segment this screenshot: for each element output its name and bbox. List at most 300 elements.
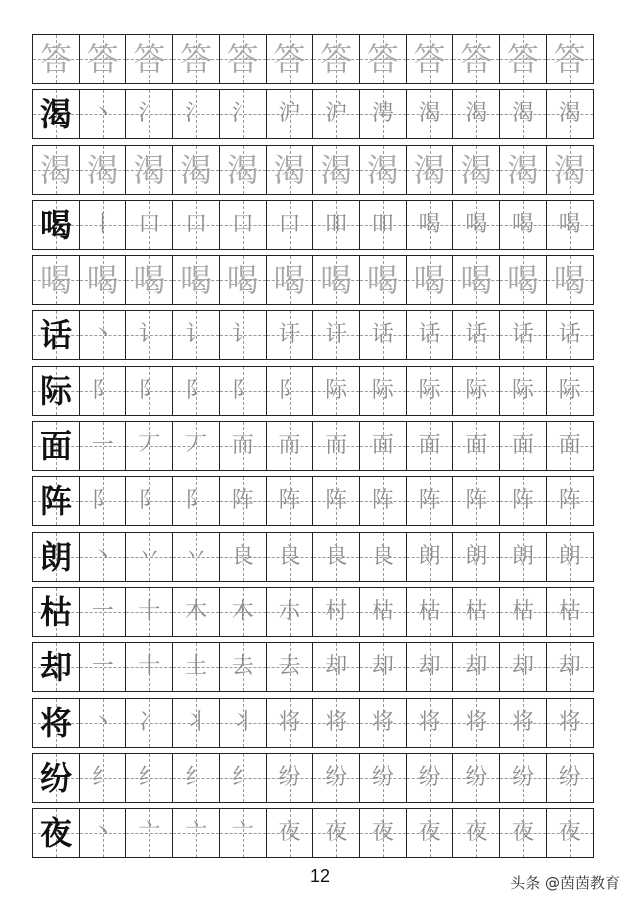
tian-grid-cell (172, 532, 220, 582)
practice-character: 答 (507, 40, 540, 78)
practice-character: 喝 (39, 261, 72, 300)
tian-grid-cell (125, 310, 173, 360)
practice-character: 喝 (460, 261, 493, 300)
tian-grid-cell (452, 89, 500, 139)
practice-character: 朩 (278, 598, 301, 624)
tian-grid-cell (359, 587, 407, 637)
practice-character: 丷 (185, 543, 208, 569)
practice-character: 渴 (180, 150, 213, 189)
practice-character: 纷 (558, 764, 581, 790)
page-number: 12 (309, 866, 331, 886)
tian-grid-cell (499, 532, 547, 582)
tian-grid-cell (79, 200, 127, 250)
practice-character: 话 (465, 322, 488, 348)
practice-character: 口 (278, 211, 301, 237)
tian-grid-cell (452, 808, 500, 858)
practice-character: 丷 (138, 543, 161, 569)
practice-character: 渴 (512, 101, 535, 127)
practice-character: 喝 (507, 261, 540, 300)
practice-character: 氵 (185, 101, 208, 127)
practice-character: 讠 (185, 322, 208, 348)
tian-grid-cell (32, 476, 80, 526)
tian-grid-cell (406, 310, 454, 360)
watermark: 头条 @茵茵教育 (510, 874, 620, 892)
tian-grid-cell (546, 476, 594, 526)
practice-character: 朗 (465, 543, 488, 569)
practice-character: 答 (320, 40, 353, 78)
tian-grid-cell (406, 366, 454, 416)
tian-grid-cell (499, 753, 547, 803)
tian-grid-cell (172, 587, 220, 637)
practice-character: 渴 (226, 150, 259, 189)
practice-character: 答 (273, 40, 306, 78)
model-character: 际 (39, 371, 72, 410)
practice-character: 却 (325, 654, 348, 680)
model-character: 阵 (39, 482, 72, 521)
practice-row (32, 587, 608, 637)
tian-grid-cell (406, 808, 454, 858)
tian-grid-cell (172, 255, 220, 305)
tian-grid-cell (546, 753, 594, 803)
tian-grid-cell (546, 145, 594, 195)
practice-character: 喝 (413, 261, 446, 300)
tian-grid-cell (406, 753, 454, 803)
tian-grid-cell (125, 532, 173, 582)
tian-grid-cell (79, 808, 127, 858)
tian-grid-cell (32, 200, 80, 250)
tian-grid-cell (546, 34, 594, 84)
tian-grid-cell (406, 145, 454, 195)
practice-character: 去 (278, 654, 301, 680)
practice-character: 丶 (91, 322, 114, 348)
tian-grid-cell (546, 808, 594, 858)
practice-character: 将 (325, 709, 348, 735)
practice-character: 纟 (185, 764, 208, 790)
practice-row (32, 145, 608, 195)
practice-character: 涄 (371, 101, 394, 127)
practice-character: 丶 (91, 543, 114, 569)
tian-grid-cell (406, 89, 454, 139)
tian-grid-cell (125, 753, 173, 803)
practice-character: 氵 (231, 101, 254, 127)
practice-character: 讦 (278, 322, 301, 348)
tian-grid-cell (32, 255, 80, 305)
practice-character: 面 (558, 433, 581, 459)
practice-character: 良 (325, 543, 348, 569)
tian-grid-cell (359, 808, 407, 858)
model-character: 喝 (39, 205, 72, 244)
practice-row (32, 698, 608, 748)
tian-grid-cell (499, 366, 547, 416)
practice-character: 朗 (558, 543, 581, 569)
practice-character: 渴 (133, 150, 166, 189)
tian-grid-cell (32, 89, 80, 139)
tian-grid-cell (452, 642, 500, 692)
tian-grid-cell (79, 753, 127, 803)
tian-grid-cell (546, 255, 594, 305)
practice-row (32, 476, 608, 526)
practice-character: 去 (231, 654, 254, 680)
practice-character: 渴 (366, 150, 399, 189)
practice-character: 渴 (418, 101, 441, 127)
practice-character: 将 (371, 709, 394, 735)
tian-grid-cell (499, 145, 547, 195)
tian-grid-cell (546, 366, 594, 416)
practice-character: 讦 (325, 322, 348, 348)
tian-grid-cell (32, 698, 80, 748)
tian-grid-cell (79, 366, 127, 416)
tian-grid-cell (219, 310, 267, 360)
tian-grid-cell (406, 200, 454, 250)
practice-character: 木 (231, 598, 254, 624)
practice-character: 枯 (558, 598, 581, 624)
tian-grid-cell (172, 89, 220, 139)
tian-grid-cell (312, 34, 360, 84)
practice-character: 良 (371, 543, 394, 569)
practice-character: 口 (185, 211, 208, 237)
practice-character: 际 (558, 377, 581, 403)
practice-character: 却 (512, 654, 535, 680)
practice-character: 答 (180, 40, 213, 78)
practice-character: 纷 (325, 764, 348, 790)
practice-character: 答 (133, 40, 166, 78)
practice-character: 答 (413, 40, 446, 78)
tian-grid-cell (452, 698, 500, 748)
practice-character: 喝 (86, 261, 119, 300)
tian-grid-cell (219, 255, 267, 305)
tian-grid-cell (79, 34, 127, 84)
practice-character: 夜 (512, 820, 535, 846)
tian-grid-cell (172, 476, 220, 526)
tian-grid-cell (266, 587, 314, 637)
practice-character: 话 (371, 322, 394, 348)
practice-character: 面 (512, 433, 535, 459)
practice-character: 话 (512, 322, 535, 348)
practice-character: 纷 (465, 764, 488, 790)
practice-character: 十 (138, 654, 161, 680)
tian-grid-cell (359, 753, 407, 803)
tian-grid-cell (312, 698, 360, 748)
tian-grid-cell (452, 34, 500, 84)
tian-grid-cell (219, 34, 267, 84)
practice-character: 纷 (512, 764, 535, 790)
practice-character: 沪 (325, 101, 348, 127)
practice-character: 村 (325, 598, 348, 624)
practice-character: 渴 (507, 150, 540, 189)
practice-character: 十 (138, 598, 161, 624)
tian-grid-cell (125, 476, 173, 526)
practice-character: 氵 (138, 101, 161, 127)
tian-grid-cell (266, 532, 314, 582)
tian-grid-cell (32, 310, 80, 360)
tian-grid-cell (312, 587, 360, 637)
practice-character: 渴 (86, 150, 119, 189)
tian-grid-cell (406, 698, 454, 748)
tian-grid-cell (312, 366, 360, 416)
practice-character: 面 (465, 433, 488, 459)
tian-grid-cell (172, 421, 220, 471)
practice-character: 枯 (465, 598, 488, 624)
tian-grid-cell (219, 532, 267, 582)
tian-grid-cell (499, 89, 547, 139)
tian-grid-cell (219, 476, 267, 526)
tian-grid-cell (32, 34, 80, 84)
tian-grid-cell (406, 34, 454, 84)
tian-grid-cell (79, 310, 127, 360)
practice-character: 朗 (418, 543, 441, 569)
practice-character: 阝 (231, 377, 254, 403)
practice-character: 夜 (278, 820, 301, 846)
tian-grid-cell (266, 808, 314, 858)
practice-character: 而 (231, 433, 254, 459)
tian-grid-cell (312, 255, 360, 305)
tian-grid-cell (266, 310, 314, 360)
tian-grid-cell (219, 642, 267, 692)
practice-character: 枯 (371, 598, 394, 624)
practice-character: 渴 (465, 101, 488, 127)
tian-grid-cell (125, 421, 173, 471)
practice-character: 际 (371, 377, 394, 403)
tian-grid-cell (312, 421, 360, 471)
tian-grid-cell (546, 698, 594, 748)
tian-grid-cell (125, 34, 173, 84)
tian-grid-cell (452, 366, 500, 416)
practice-character: 喝 (320, 261, 353, 300)
tian-grid-cell (266, 255, 314, 305)
practice-character: 沪 (278, 101, 301, 127)
tian-grid-cell (359, 89, 407, 139)
practice-character: 冫 (138, 709, 161, 735)
practice-character: 却 (371, 654, 394, 680)
practice-character: 阵 (512, 488, 535, 514)
practice-row (32, 532, 608, 582)
practice-character: 口 (138, 211, 161, 237)
tian-grid-cell (266, 753, 314, 803)
tian-grid-cell (452, 421, 500, 471)
practice-character: 面 (418, 433, 441, 459)
tian-grid-cell (406, 532, 454, 582)
tian-grid-cell (452, 200, 500, 250)
practice-character: 阵 (418, 488, 441, 514)
tian-grid-cell (546, 89, 594, 139)
tian-grid-cell (266, 145, 314, 195)
practice-character: 阵 (371, 488, 394, 514)
tian-grid-cell (219, 587, 267, 637)
tian-grid-cell (452, 255, 500, 305)
tian-grid-cell (172, 145, 220, 195)
practice-character: 枯 (418, 598, 441, 624)
tian-grid-cell (219, 698, 267, 748)
tian-grid-cell (359, 698, 407, 748)
practice-character: 纷 (418, 764, 441, 790)
tian-grid-cell (125, 255, 173, 305)
tian-grid-cell (32, 753, 80, 803)
tian-grid-cell (266, 200, 314, 250)
practice-row (32, 366, 608, 416)
practice-character: 答 (366, 40, 399, 78)
tian-grid-cell (125, 642, 173, 692)
practice-character: 阝 (185, 488, 208, 514)
model-character: 夜 (39, 814, 72, 853)
practice-character: 亠 (231, 820, 254, 846)
tian-grid-cell (266, 476, 314, 526)
practice-character: 口 (231, 211, 254, 237)
practice-character: 丶 (91, 101, 114, 127)
tian-grid-cell (359, 366, 407, 416)
practice-character: 木 (185, 598, 208, 624)
tian-grid-cell (79, 532, 127, 582)
practice-character: 喝 (512, 211, 535, 237)
tian-grid-cell (499, 476, 547, 526)
practice-character: 丆 (138, 433, 161, 459)
tian-grid-cell (219, 366, 267, 416)
practice-row (32, 421, 608, 471)
tian-grid-cell (79, 145, 127, 195)
tian-grid-cell (125, 587, 173, 637)
tian-grid-cell (266, 698, 314, 748)
tian-grid-cell (266, 366, 314, 416)
practice-character: 际 (465, 377, 488, 403)
practice-character: 丬 (185, 709, 208, 735)
tian-grid-cell (266, 642, 314, 692)
practice-character: 将 (278, 709, 301, 735)
practice-character: 喝 (558, 211, 581, 237)
practice-character: 吅 (325, 211, 348, 237)
practice-character: 讠 (231, 322, 254, 348)
tian-grid-cell (499, 421, 547, 471)
tian-grid-cell (172, 698, 220, 748)
tian-grid-cell (406, 421, 454, 471)
practice-row (32, 808, 608, 858)
tian-grid-cell (125, 366, 173, 416)
model-character: 将 (39, 703, 72, 742)
practice-grid (32, 34, 608, 863)
practice-character: 阝 (91, 377, 114, 403)
practice-character: 将 (512, 709, 535, 735)
practice-character: 讠 (138, 322, 161, 348)
tian-grid-cell (172, 808, 220, 858)
practice-character: 阵 (558, 488, 581, 514)
practice-character: 话 (558, 322, 581, 348)
practice-character: 话 (418, 322, 441, 348)
tian-grid-cell (266, 89, 314, 139)
model-character: 朗 (39, 537, 72, 576)
tian-grid-cell (452, 476, 500, 526)
tian-grid-cell (125, 698, 173, 748)
tian-grid-cell (79, 255, 127, 305)
tian-grid-cell (499, 642, 547, 692)
tian-grid-cell (452, 310, 500, 360)
practice-character: 将 (465, 709, 488, 735)
practice-character: 夜 (558, 820, 581, 846)
practice-character: 丨 (91, 211, 114, 237)
practice-character: 际 (512, 377, 535, 403)
practice-character: 喝 (553, 261, 586, 300)
practice-character: 阵 (278, 488, 301, 514)
model-character: 渴 (39, 95, 72, 134)
tian-grid-cell (32, 145, 80, 195)
tian-grid-cell (312, 808, 360, 858)
tian-grid-cell (452, 587, 500, 637)
practice-character: 朗 (512, 543, 535, 569)
tian-grid-cell (219, 200, 267, 250)
tian-grid-cell (546, 200, 594, 250)
practice-character: 却 (558, 654, 581, 680)
practice-character: 夜 (325, 820, 348, 846)
tian-grid-cell (172, 642, 220, 692)
tian-grid-cell (359, 421, 407, 471)
tian-grid-cell (125, 200, 173, 250)
tian-grid-cell (219, 421, 267, 471)
practice-character: 喝 (180, 261, 213, 300)
tian-grid-cell (79, 587, 127, 637)
practice-row (32, 89, 608, 139)
tian-grid-cell (406, 476, 454, 526)
tian-grid-cell (312, 476, 360, 526)
tian-grid-cell (312, 145, 360, 195)
tian-grid-cell (499, 698, 547, 748)
practice-row (32, 310, 608, 360)
tian-grid-cell (359, 200, 407, 250)
practice-character: 纷 (278, 764, 301, 790)
tian-grid-cell (452, 532, 500, 582)
practice-character: 渴 (460, 150, 493, 189)
tian-grid-cell (266, 421, 314, 471)
practice-character: 渴 (413, 150, 446, 189)
practice-character: 丶 (91, 709, 114, 735)
practice-character: 喝 (418, 211, 441, 237)
tian-grid-cell (32, 587, 80, 637)
practice-character: 阝 (278, 377, 301, 403)
tian-grid-cell (79, 698, 127, 748)
tian-grid-cell (452, 145, 500, 195)
tian-grid-cell (32, 642, 80, 692)
practice-character: 而 (325, 433, 348, 459)
tian-grid-cell (499, 34, 547, 84)
tian-grid-cell (312, 89, 360, 139)
practice-character: 而 (278, 433, 301, 459)
tian-grid-cell (406, 642, 454, 692)
practice-row (32, 200, 608, 250)
tian-grid-cell (359, 642, 407, 692)
tian-grid-cell (312, 532, 360, 582)
tian-grid-cell (219, 145, 267, 195)
tian-grid-cell (359, 476, 407, 526)
tian-grid-cell (79, 89, 127, 139)
practice-character: 喝 (226, 261, 259, 300)
practice-character: 阝 (138, 377, 161, 403)
tian-grid-cell (359, 255, 407, 305)
model-character: 话 (39, 316, 72, 355)
practice-character: 却 (418, 654, 441, 680)
model-character: 面 (39, 427, 72, 466)
practice-character: 纟 (91, 764, 114, 790)
tian-grid-cell (172, 34, 220, 84)
practice-character: 答 (86, 40, 119, 78)
practice-character: 一 (91, 433, 114, 459)
tian-grid-cell (499, 200, 547, 250)
practice-character: 丬 (231, 709, 254, 735)
practice-character: 阵 (325, 488, 348, 514)
practice-character: 喝 (273, 261, 306, 300)
tian-grid-cell (546, 532, 594, 582)
tian-grid-cell (499, 808, 547, 858)
practice-character: 夜 (465, 820, 488, 846)
practice-character: 阝 (185, 377, 208, 403)
tian-grid-cell (359, 145, 407, 195)
tian-grid-cell (312, 310, 360, 360)
practice-character: 亠 (138, 820, 161, 846)
